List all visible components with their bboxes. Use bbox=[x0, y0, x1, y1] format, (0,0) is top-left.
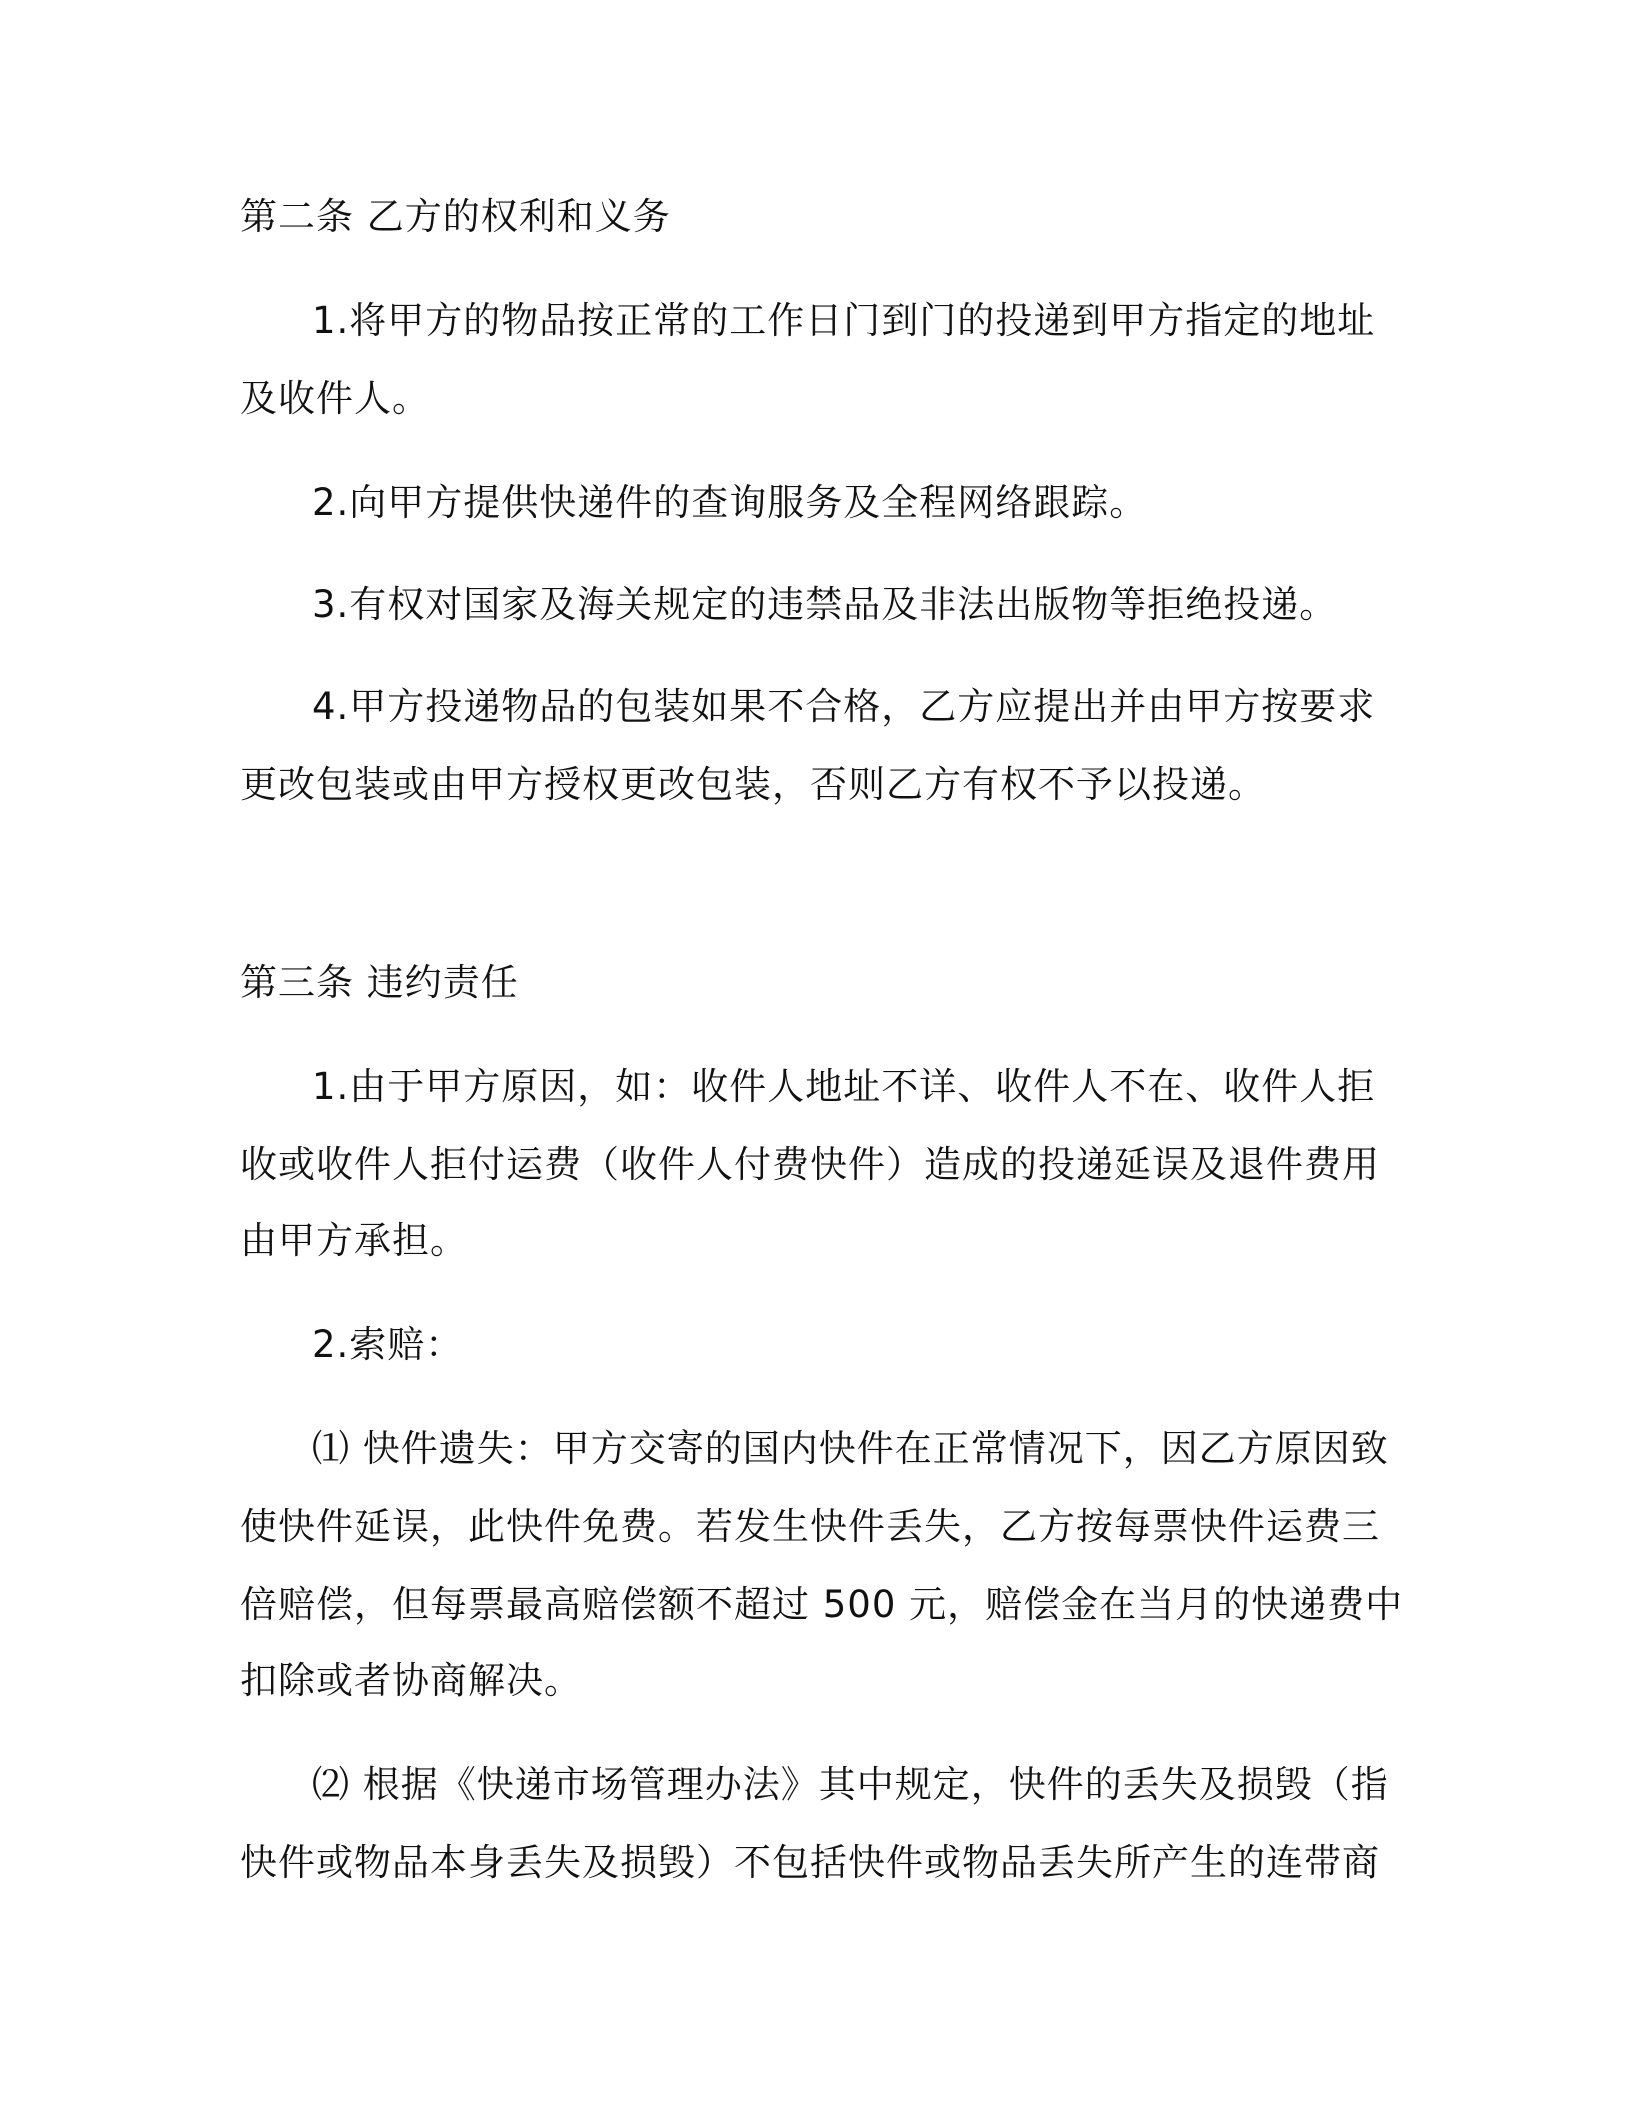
article2-item4-line1: 4.甲方投递物品的包装如果不合格，乙方应提出并由甲方按要求 bbox=[312, 685, 1376, 728]
article3-heading: 第三条 违约责任 bbox=[240, 961, 519, 1004]
article2-item2: 2.向甲方提供快递件的查询服务及全程网络跟踪。 bbox=[312, 481, 1148, 524]
article2-heading: 第二条 乙方的权利和义务 bbox=[240, 195, 671, 238]
article3-sub1-line2: 使快件延误，此快件免费。若发生快件丢失，乙方按每票快件运费三 bbox=[240, 1505, 1380, 1548]
article3-sub1-line4: 扣除或者协商解决。 bbox=[240, 1659, 582, 1702]
article3-sub2-line1: ⑵ 根据《快递市场管理办法》其中规定，快件的丢失及损毁（指 bbox=[312, 1763, 1389, 1806]
article3-item1-line1: 1.由于甲方原因，如：收件人地址不详、收件人不在、收件人拒 bbox=[312, 1065, 1376, 1108]
article2-item3: 3.有权对国家及海关规定的违禁品及非法出版物等拒绝投递。 bbox=[312, 583, 1338, 626]
article3-sub2-line2: 快件或物品本身丢失及损毁）不包括快件或物品丢失所产生的连带商 bbox=[240, 1841, 1380, 1884]
article3-item2: 2.索赔： bbox=[312, 1323, 464, 1366]
article2-item1-line1: 1.将甲方的物品按正常的工作日门到门的投递到甲方指定的地址 bbox=[312, 299, 1376, 342]
article3-sub1-line3: 倍赔偿，但每票最高赔偿额不超过 500 元，赔偿金在当月的快递费中 bbox=[240, 1583, 1404, 1626]
article3-item1-line3: 由甲方承担。 bbox=[240, 1219, 468, 1262]
article3-item1-line2: 收或收件人拒付运费（收件人付费快件）造成的投递延误及退件费用 bbox=[240, 1143, 1380, 1186]
article2-item4-line2: 更改包装或由甲方授权更改包装，否则乙方有权不予以投递。 bbox=[240, 763, 1266, 806]
article2-item1-line2: 及收件人。 bbox=[240, 377, 430, 420]
article3-sub1-line1: ⑴ 快件遗失：甲方交寄的国内快件在正常情况下，因乙方原因致 bbox=[312, 1427, 1389, 1470]
